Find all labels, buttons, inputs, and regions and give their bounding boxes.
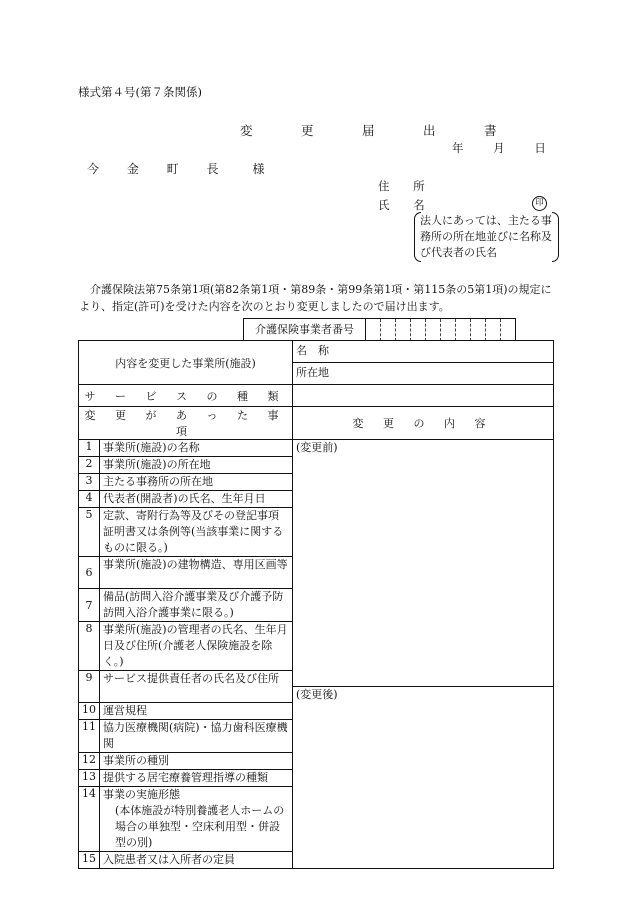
item-text: 事業所の種別	[100, 753, 293, 770]
insurer-number-label: 介護保険事業者番号	[244, 319, 366, 341]
form-id: 様式第４号(第７条関係)	[78, 85, 202, 99]
item-number: 13	[79, 770, 100, 787]
item-number: 10	[79, 703, 100, 720]
before-change-label: (変更前)	[296, 441, 338, 454]
item-text-group	[100, 787, 293, 852]
item-text: 代表者(開設者)の氏名、生年月日	[100, 491, 293, 508]
insurer-number-digit[interactable]	[501, 319, 515, 341]
insurer-number-digit[interactable]	[411, 319, 426, 341]
addressee-name: 今 金 町 長	[87, 162, 231, 176]
facility-label: 内容を変更した事業所(施設)	[79, 341, 293, 385]
service-type-label: サ ー ビ ス の 種 類	[79, 385, 293, 407]
facility-location-field[interactable]	[293, 363, 554, 385]
insurer-number-box	[243, 318, 516, 341]
addressee	[87, 160, 276, 177]
facility-name-label: 名 称	[296, 344, 329, 357]
before-change-field[interactable]	[293, 440, 554, 687]
service-type-field[interactable]	[293, 385, 554, 407]
item-text: サービス提供責任者の氏名及び住所	[100, 671, 293, 703]
item-text: 備品(訪問入浴介護事業及び介護予防訪問入浴介護事業に限る。)	[100, 589, 293, 622]
item-number: 14	[79, 787, 100, 852]
change-table	[78, 340, 554, 869]
item-text: 事業の実施形態	[103, 788, 180, 801]
after-change-label: (変更後)	[296, 688, 338, 701]
item-number: 12	[79, 753, 100, 770]
date-line	[452, 140, 570, 156]
date-day: 日	[534, 141, 548, 155]
item-text: 提供する居宅療養管理指導の種類	[100, 770, 293, 787]
insurer-number-digit[interactable]	[366, 319, 381, 341]
item-number: 11	[79, 720, 100, 753]
item-text: 協力医療機関(病院)・協力歯科医療機関	[100, 720, 293, 753]
seal-mark: 印	[532, 196, 547, 211]
after-change-field[interactable]	[293, 687, 554, 869]
item-number: 1	[79, 440, 100, 457]
item-number: 4	[79, 491, 100, 508]
item-number: 8	[79, 622, 100, 671]
item-text: 入院患者又は入所者の定員	[100, 852, 293, 869]
item-text: 主たる事務所の所在地	[100, 474, 293, 491]
item-number: 9	[79, 671, 100, 703]
insurer-number-digit[interactable]	[426, 319, 441, 341]
item-text: 運営規程	[100, 703, 293, 720]
item-text: 事業所(施設)の所在地	[100, 457, 293, 474]
item-text: 定款、寄附行為等及びその登記事項証明書又は条例等(当該事業に関するものに限る。)	[100, 508, 293, 557]
date-month: 月	[493, 141, 507, 155]
date-year: 年	[452, 141, 466, 155]
corporation-note: 法人にあっては、主たる事務所の所在地並びに名称及び代表者の氏名	[416, 212, 557, 262]
insurer-number-digit[interactable]	[396, 319, 411, 341]
insurer-number-digit[interactable]	[441, 319, 456, 341]
insurer-number-digit[interactable]	[381, 319, 396, 341]
facility-name-field[interactable]	[293, 341, 554, 363]
item-number: 3	[79, 474, 100, 491]
facility-location-label: 所在地	[296, 366, 329, 379]
item-text: 事業所(施設)の建物構造、専用区画等	[100, 557, 293, 589]
document-title: 変 更 届 出 書	[240, 123, 515, 138]
item-text: 事業所(施設)の管理者の氏名、生年月日及び住所(介護老人保険施設を除く。)	[100, 622, 293, 671]
applicant-name-label: 氏 名	[378, 198, 435, 212]
applicant-address-label: 住 所	[378, 179, 435, 193]
addressee-honorific: 様	[252, 162, 277, 176]
item-number: 15	[79, 852, 100, 869]
item-number: 7	[79, 589, 100, 622]
item-number: 5	[79, 508, 100, 557]
insurer-number-digit[interactable]	[471, 319, 486, 341]
item-number: 6	[79, 557, 100, 589]
changed-item-header: 変 更 が あ っ た 事 項	[79, 407, 293, 440]
item-text: 事業所(施設)の名称	[100, 440, 293, 457]
insurer-number-digit[interactable]	[456, 319, 471, 341]
item-subtext: (本体施設が特別養護老人ホームの場合の単独型・空床利用型・併設型の別)	[115, 804, 285, 849]
body-text: 介護保険法第75条第1項(第82条第1項・第89条・第99条第1項・第115条の5第1項)の規定により、指定(許可)を受けた内容を次のとおり変更しましたので届け出ます。	[79, 283, 552, 313]
change-content-header: 変 更 の 内 容	[293, 407, 554, 440]
item-number: 2	[79, 457, 100, 474]
insurer-number-digit[interactable]	[486, 319, 501, 341]
